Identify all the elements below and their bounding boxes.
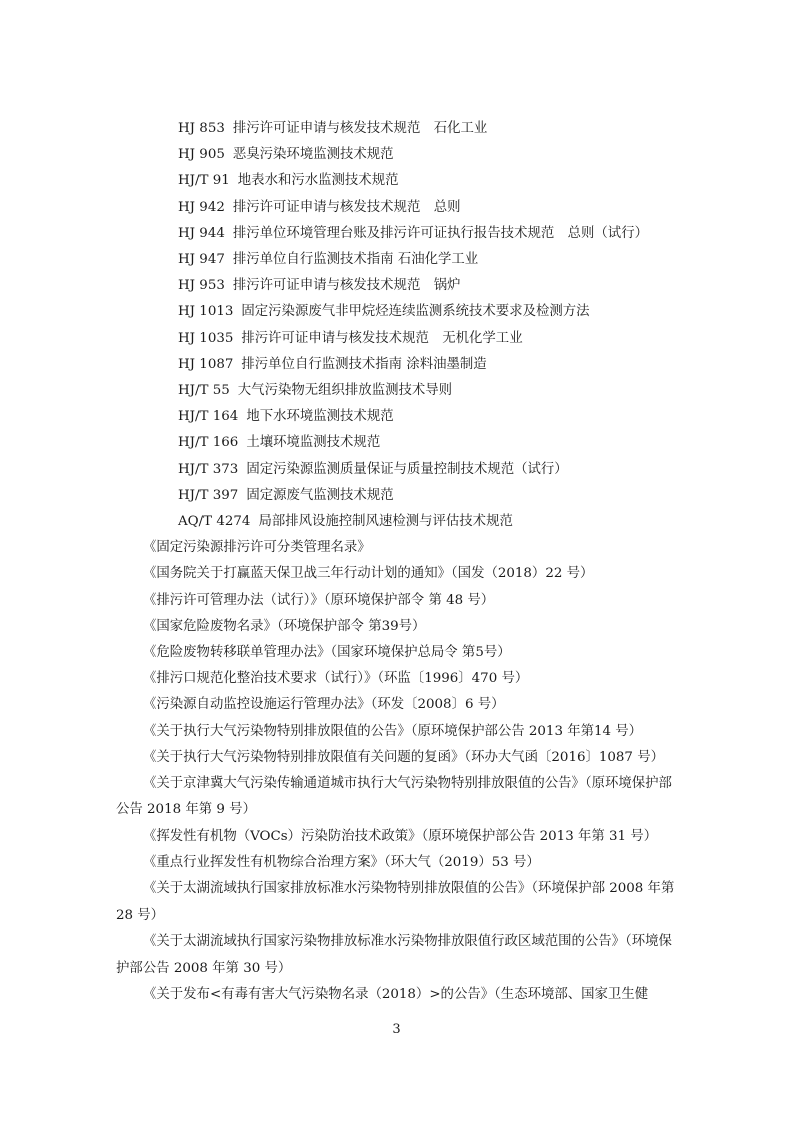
standard-item xyxy=(116,430,682,456)
page-number: 3 xyxy=(392,1022,401,1037)
standard-code: HJ 1013 xyxy=(178,304,234,320)
standard-code: HJ 905 xyxy=(178,147,225,163)
standard-title: 恶臭污染环境监测技术规范 xyxy=(232,147,394,163)
standard-code: HJ/T 91 xyxy=(178,173,230,189)
standard-item xyxy=(116,299,682,325)
standard-code: AQ/T 4274 xyxy=(178,514,251,530)
standard-title: 固定源废气监测技术规范 xyxy=(246,487,394,503)
standard-title: 土壤环境监测技术规范 xyxy=(246,435,381,451)
standard-title: 排污许可证申请与核发技术规范 石化工业 xyxy=(232,121,488,136)
document-item: 《挥发性有机物（VOCs）污染防治技术政策》（原环境保护部公告 2013 年第 31 号） xyxy=(143,828,658,844)
standard-code: HJ 947 xyxy=(178,252,225,268)
document-item: 《重点行业挥发性有机物综合治理方案》（环大气（2019）53 号） xyxy=(143,855,540,871)
standard-code: HJ/T 55 xyxy=(178,383,230,399)
standard-code: HJ/T 397 xyxy=(178,487,239,503)
document-item: 《国务院关于打赢蓝天保卫战三年行动计划的通知》（国发（2018）22 号） xyxy=(143,566,594,582)
standard-item xyxy=(116,142,682,168)
document-item: 《排污许可管理办法（试行）》（原环境保护部令 第 48 号） xyxy=(143,592,495,608)
standard-code: HJ 953 xyxy=(178,278,225,294)
document-item: 《国家危险废物名录》（环境保护部令 第39号） xyxy=(143,618,426,634)
standard-title: 固定污染源监测质量保证与质量控制技术规范（试行） xyxy=(246,461,568,477)
standard-title: 排污单位自行监测技术指南 涂料油墨制造 xyxy=(241,356,487,372)
standard-title: 大气污染物无组织排放监测技术导则 xyxy=(237,383,453,399)
standard-title: 排污许可证申请与核发技术规范 无机化学工业 xyxy=(241,330,523,346)
standard-code: HJ/T 373 xyxy=(178,461,239,477)
standard-title: 排污单位环境管理台账及排污许可证执行报告技术规范 总则（试行） xyxy=(232,225,648,241)
standard-code: HJ 942 xyxy=(178,199,225,215)
standard-title: 固定污染源废气非甲烷烃连续监测系统技术要求及检测方法 xyxy=(241,304,590,320)
standard-item xyxy=(116,509,682,535)
standard-title: 局部排风设施控制风速检测与评估技术规范 xyxy=(258,514,513,530)
standard-code: HJ 1087 xyxy=(178,356,234,372)
standard-item xyxy=(116,195,682,221)
standard-title: 排污许可证申请与核发技术规范 锅炉 xyxy=(232,278,461,294)
standard-title: 地下水环境监测技术规范 xyxy=(246,409,394,425)
document-item: 《固定污染源排污许可分类管理名录》 xyxy=(143,540,371,556)
document-item: 《关于执行大气污染物特别排放限值有关问题的复函》（环办大气函〔2016〕1087 号） xyxy=(143,749,664,765)
standard-title: 地表水和污水监测技术规范 xyxy=(237,173,399,189)
standard-item xyxy=(116,168,682,194)
document-item: 《关于太湖流域执行国家排放标准水污染物特别排放限值的公告》（环境保护部 2008 年第 28 号） xyxy=(116,881,675,923)
standard-code: HJ/T 164 xyxy=(178,409,239,425)
document-item: 《关于执行大气污染物特别排放限值的公告》（原环境保护部公告 2013 年第14 号） xyxy=(143,723,643,739)
standard-item xyxy=(116,273,682,299)
standard-item xyxy=(116,457,682,483)
document-item: 《关于发布<有毒有害大气污染物名录（2018）>的公告》（生态环境部、国家卫生健 xyxy=(143,986,649,1002)
standard-item xyxy=(116,247,682,273)
document-item: 《排污口规范化整治技术要求（试行）》（环监〔1996〕470 号） xyxy=(143,671,529,687)
document-item: 《危险废物转移联单管理办法》（国家环境保护总局令 第5号） xyxy=(143,645,511,661)
standard-item xyxy=(116,221,682,247)
standard-code: HJ 1035 xyxy=(178,330,234,346)
standard-code: HJ/T 166 xyxy=(178,435,239,451)
standard-item xyxy=(116,326,682,352)
document-item: 《污染源自动监控设施运行管理办法》（环发〔2008〕6 号） xyxy=(143,697,505,713)
standard-item xyxy=(116,352,682,378)
standard-item xyxy=(116,378,682,404)
standard-code: HJ 853 xyxy=(178,121,225,136)
standard-item xyxy=(116,404,682,430)
standard-item xyxy=(116,116,682,142)
standard-title: 排污单位自行监测技术指南 石油化学工业 xyxy=(232,252,479,268)
document-item: 《关于太湖流域执行国家污染物排放标准水污染物排放限值行政区域范围的公告》（环境保护部公告 2008 年第 30 号） xyxy=(116,934,672,976)
standard-code: HJ 944 xyxy=(178,225,225,241)
standard-item xyxy=(116,483,682,509)
standard-title: 排污许可证申请与核发技术规范 总则 xyxy=(232,199,461,215)
document-item: 《关于京津冀大气污染传输通道城市执行大气污染物特别排放限值的公告》（原环境保护部公告 2018 年第 9 号） xyxy=(116,776,672,818)
reference-list xyxy=(116,116,682,1008)
